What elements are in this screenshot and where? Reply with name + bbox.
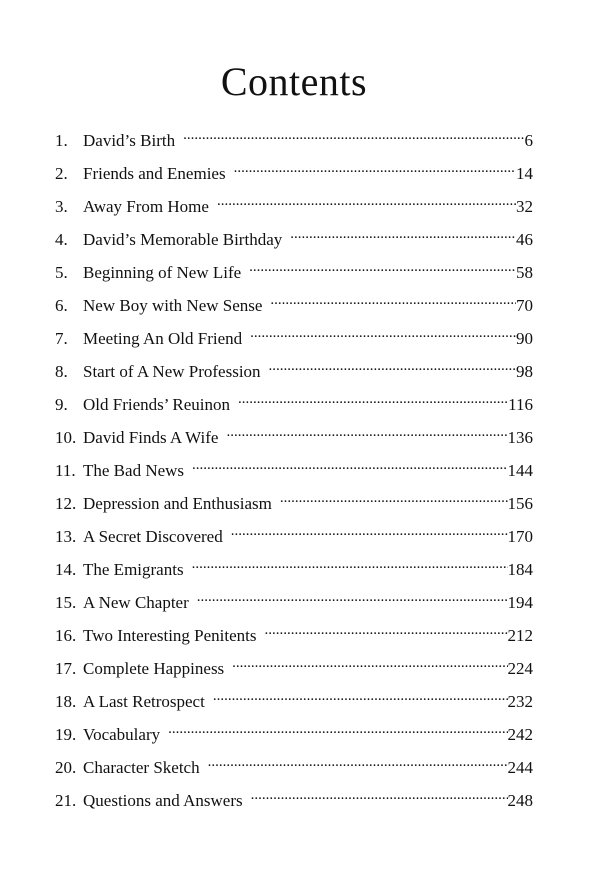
- toc-entry-number: 17.: [55, 659, 77, 678]
- dot-leader: [280, 487, 508, 509]
- toc-entry-number: 8.: [55, 362, 68, 381]
- toc-entry-page-number: 70: [516, 296, 533, 315]
- toc-entry-number: 7.: [55, 329, 68, 348]
- toc-entry-title: Character Sketch: [83, 758, 200, 777]
- dot-leader: [213, 685, 508, 707]
- toc-entry-title: Complete Happiness: [83, 659, 225, 678]
- toc-entry-page-number: 116: [508, 395, 533, 414]
- page-title: Contents: [220, 59, 368, 104]
- toc-entry-title: Beginning of New Life: [83, 263, 242, 282]
- toc-entry: [55, 124, 533, 157]
- dot-leader: [197, 586, 508, 608]
- toc-entry-title: A Secret Discovered: [83, 527, 223, 546]
- toc-entry: [55, 553, 533, 586]
- toc-entry-number: 21.: [55, 791, 77, 810]
- dot-leader: [270, 289, 516, 311]
- dot-leader: [238, 388, 508, 410]
- toc-entry-number: 14.: [55, 560, 77, 579]
- toc-entry-title: The Emigrants: [83, 560, 184, 579]
- toc-entry: [55, 520, 533, 553]
- toc-entry: [55, 355, 533, 388]
- toc-entry-title: The Bad News: [83, 461, 185, 480]
- dot-leader: [192, 454, 507, 476]
- toc-entry: [55, 223, 533, 256]
- toc-entry-page-number: 6: [524, 131, 533, 150]
- dot-leader: [290, 223, 516, 245]
- toc-entry-page-number: 242: [507, 725, 533, 744]
- toc-entry-number: 5.: [55, 263, 68, 282]
- toc-entry: [55, 685, 533, 718]
- dot-leader: [232, 652, 507, 674]
- toc-entry-page-number: 32: [516, 197, 533, 216]
- toc-entry-number: 9.: [55, 395, 68, 414]
- toc-entry-page-number: 58: [516, 263, 533, 282]
- toc-entry: [55, 751, 533, 784]
- toc-entry-title: New Boy with New Sense: [83, 296, 263, 315]
- toc-entry-title: A Last Retrospect: [83, 692, 205, 711]
- toc-entry: [55, 718, 533, 751]
- toc-entry-title: Start of A New Profession: [83, 362, 261, 381]
- toc-entry: [55, 388, 533, 421]
- toc-entry-number: 15.: [55, 593, 77, 612]
- toc-entry-title: Questions and Answers: [83, 791, 243, 810]
- dot-leader: [168, 718, 507, 740]
- toc-entry-page-number: 194: [507, 593, 533, 612]
- toc-entry: [55, 190, 533, 223]
- toc-entry: [55, 421, 533, 454]
- toc-entry-number: 2.: [55, 164, 68, 183]
- dot-leader: [192, 553, 508, 575]
- toc-entry: [55, 619, 533, 652]
- toc-entry: [55, 157, 533, 190]
- toc-entry-page-number: 98: [516, 362, 533, 381]
- toc-entry-page-number: 170: [507, 527, 533, 546]
- toc-entry-page-number: 248: [507, 791, 533, 810]
- toc-entry-page-number: 232: [507, 692, 533, 711]
- dot-leader: [250, 322, 516, 344]
- dot-leader: [183, 124, 524, 146]
- toc-entry: [55, 487, 533, 520]
- toc-entry-number: 20.: [55, 758, 77, 777]
- dot-leader: [251, 784, 508, 806]
- toc-entry: [55, 256, 533, 289]
- dot-leader: [231, 520, 508, 542]
- toc-entry-page-number: 156: [507, 494, 533, 513]
- toc-entry: [55, 454, 533, 487]
- toc-entry: [55, 586, 533, 619]
- toc-entry-page-number: 144: [507, 461, 533, 480]
- toc-entry-title: Meeting An Old Friend: [83, 329, 243, 348]
- toc-entry: [55, 322, 533, 355]
- toc-entry-page-number: 212: [507, 626, 533, 645]
- toc-entry-page-number: 136: [507, 428, 533, 447]
- dot-leader: [265, 619, 508, 641]
- toc-entry-title: David’s Memorable Birthday: [83, 230, 283, 249]
- toc-entry-title: David Finds A Wife: [83, 428, 219, 447]
- dot-leader: [217, 190, 516, 212]
- toc-entry-number: 4.: [55, 230, 68, 249]
- toc-entry-title: Old Friends’ Reuinon: [83, 395, 231, 414]
- toc-entry-title: Depression and Enthusiasm: [83, 494, 272, 513]
- toc-entry-number: 3.: [55, 197, 68, 216]
- toc-entry-number: 6.: [55, 296, 68, 315]
- toc-entry-title: Two Interesting Penitents: [83, 626, 257, 645]
- toc-entry-title: Away From Home: [83, 197, 209, 216]
- toc-entry-page-number: 14: [516, 164, 533, 183]
- toc-entry-page-number: 244: [507, 758, 533, 777]
- toc-entry-page-number: 224: [507, 659, 533, 678]
- toc-entry-title: David’s Birth: [83, 131, 176, 150]
- toc-entry: [55, 289, 533, 322]
- toc-entry-number: 10.: [55, 428, 77, 447]
- dot-leader: [234, 157, 516, 179]
- toc-entry-title: Friends and Enemies: [83, 164, 226, 183]
- toc-entry-page-number: 46: [516, 230, 533, 249]
- toc-entry-number: 16.: [55, 626, 77, 645]
- toc-entry-page-number: 184: [507, 560, 533, 579]
- toc-entry-number: 19.: [55, 725, 77, 744]
- toc-entry-number: 12.: [55, 494, 77, 513]
- dot-leader: [269, 355, 516, 377]
- toc-entry-number: 13.: [55, 527, 77, 546]
- toc-entry-number: 1.: [55, 131, 68, 150]
- toc-entry-page-number: 90: [516, 329, 533, 348]
- dot-leader: [226, 421, 507, 443]
- dot-leader: [208, 751, 508, 773]
- table-of-contents: [55, 124, 533, 817]
- toc-entry-title: A New Chapter: [83, 593, 189, 612]
- toc-entry-number: 11.: [55, 461, 76, 480]
- dot-leader: [249, 256, 516, 278]
- toc-entry: [55, 784, 533, 817]
- toc-entry: [55, 652, 533, 685]
- toc-entry-title: Vocabulary: [83, 725, 161, 744]
- toc-entry-number: 18.: [55, 692, 77, 711]
